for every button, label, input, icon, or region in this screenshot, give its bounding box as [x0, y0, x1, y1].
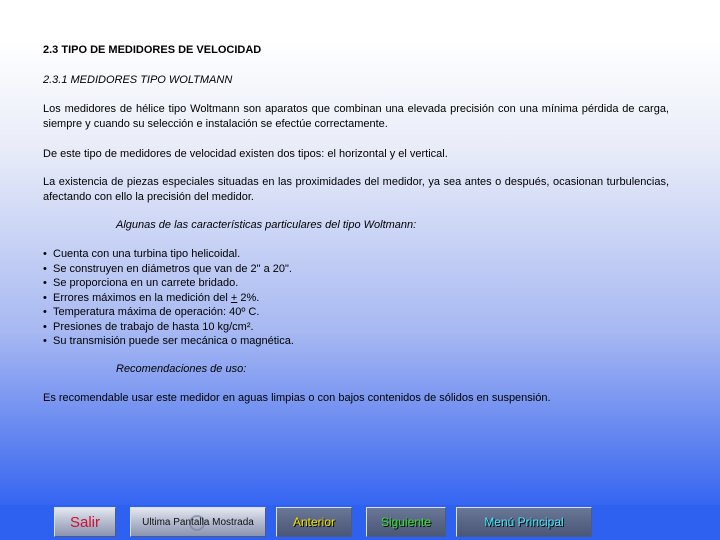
previous-button[interactable]: [276, 507, 352, 537]
main-menu-button-label: Menú Principal: [484, 515, 564, 529]
bullet-icon: •: [43, 291, 47, 304]
next-button[interactable]: [366, 507, 446, 537]
last-screen-button-label: Ultima Pantalla Mostrada: [142, 516, 254, 528]
bullet-icon: •: [43, 306, 47, 318]
last-screen-button[interactable]: [130, 507, 266, 537]
bullet-icon: •: [43, 277, 47, 289]
list-item-text: Cuenta con una turbina tipo helicoidal.: [53, 248, 241, 260]
list-item-text: Presiones de trabajo de hasta 10 kg/cm².: [53, 320, 254, 333]
types-paragraph: De este tipo de medidores de velocidad existen dos tipos: el horizontal y el vertical.: [43, 148, 448, 160]
list-item-text: Su transmisión puede ser mecánica o magnética.: [53, 335, 294, 347]
characteristics-caption: Algunas de las características particulares del tipo Woltmann:: [116, 219, 417, 231]
plus-minus-sign: +: [230, 291, 238, 304]
characteristics-list: [43, 247, 294, 349]
list-item-text: Se construyen en diámetros que van de 2" a 20".: [53, 262, 292, 275]
list-item: [43, 334, 294, 349]
bullet-icon: •: [43, 248, 47, 260]
recommendation-paragraph: Es recomendable usar este medidor en aguas limpias o con bajos contenidos de sólidos en suspensión.: [43, 392, 551, 404]
bullet-icon: •: [43, 320, 47, 333]
subsection-title: 2.3.1 MEDIDORES TIPO WOLTMANN: [43, 74, 233, 86]
list-item: [43, 262, 294, 277]
next-button-label: Siguiente: [380, 515, 432, 529]
section-title: 2.3 TIPO DE MEDIDORES DE VELOCIDAD: [43, 44, 262, 56]
turbulence-paragraph: La existencia de piezas especiales situadas en las proximidades del medidor, ya sea antes o después, ocasionan turbulencias, afectando con ello la precisión del medidor.: [43, 176, 669, 203]
list-item-text: Errores máximos en la medición del: [53, 291, 231, 304]
list-item-text: Temperatura máxima de operación: 40º C.: [53, 306, 260, 318]
list-item-text: Se proporciona en un carrete bridado.: [53, 277, 239, 289]
bullet-icon: •: [43, 335, 47, 347]
list-item: [43, 305, 294, 320]
main-menu-button[interactable]: [456, 507, 592, 537]
recommendations-caption: Recomendaciones de uso:: [116, 363, 247, 375]
exit-button-label: Salir: [69, 513, 100, 531]
list-item: [43, 291, 294, 306]
bullet-icon: •: [43, 262, 47, 275]
exit-button[interactable]: [54, 507, 116, 537]
list-item: [43, 247, 294, 262]
list-item: [43, 276, 294, 291]
previous-button-label: Anterior: [292, 515, 336, 529]
list-item: [43, 320, 294, 335]
error-value: 2%.: [237, 291, 260, 304]
intro-paragraph: Los medidores de hélice tipo Woltmann son aparatos que combinan una elevada precisión con una mínima pérdida de carga, siempre y cuando su selección e instalación se efectúe correctamente.: [43, 103, 669, 130]
